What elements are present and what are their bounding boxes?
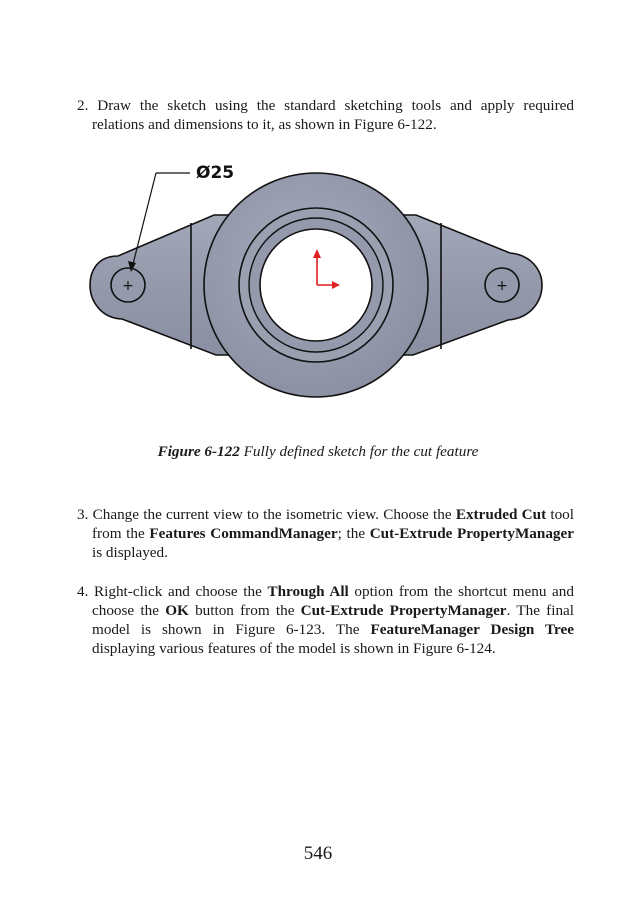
step-4-text: button from the xyxy=(188,602,301,619)
step-2-paragraph xyxy=(77,96,574,134)
step-3-text: tool from the xyxy=(92,506,574,542)
figure-number: Figure 6-122 xyxy=(157,443,240,460)
features-commandmanager-name: Features CommandManager xyxy=(149,525,338,542)
step-4-text: . The final model is shown in Figure 6-123. The xyxy=(92,602,574,638)
ok-button-name: OK xyxy=(165,602,189,619)
step-4-text: 4. Right-click and choose the xyxy=(77,583,268,600)
page-number: 546 xyxy=(303,843,333,864)
figure-caption xyxy=(0,443,636,461)
cut-extrude-propertymanager-name: Cut-Extrude PropertyManager xyxy=(369,525,574,542)
step-3-text: 3. Change the current view to the isometric view. Choose the xyxy=(77,506,456,523)
featuremanager-design-tree-name: FeatureManager Design Tree xyxy=(370,621,574,638)
through-all-option-name: Through All xyxy=(267,583,349,600)
step-4-paragraph xyxy=(77,582,574,658)
cut-extrude-propertymanager-name: Cut-Extrude PropertyManager xyxy=(300,602,507,619)
step-2-text: 2. Draw the sketch using the standard sketching tools and apply required relations and dimensions to it, as shown in Figure 6-122. xyxy=(77,97,574,133)
center-hole xyxy=(260,229,372,341)
step-3-text: ; the xyxy=(337,525,370,542)
step-4-text: displaying various features of the model is shown in Figure 6-124. xyxy=(92,640,496,657)
diameter-dimension-label: Ø25 xyxy=(196,163,235,183)
right-hole-center-mark: + xyxy=(496,278,508,294)
extruded-cut-tool-name: Extruded Cut xyxy=(455,506,547,523)
left-hole-center-mark: + xyxy=(122,278,134,294)
step-4-text: option from the shortcut menu and choose the xyxy=(92,583,574,619)
figure-caption-text: Fully defined sketch for the cut feature xyxy=(239,443,479,460)
step-3-paragraph xyxy=(77,505,574,562)
step-3-text: is displayed. xyxy=(92,544,168,561)
sketch-figure xyxy=(86,155,546,425)
